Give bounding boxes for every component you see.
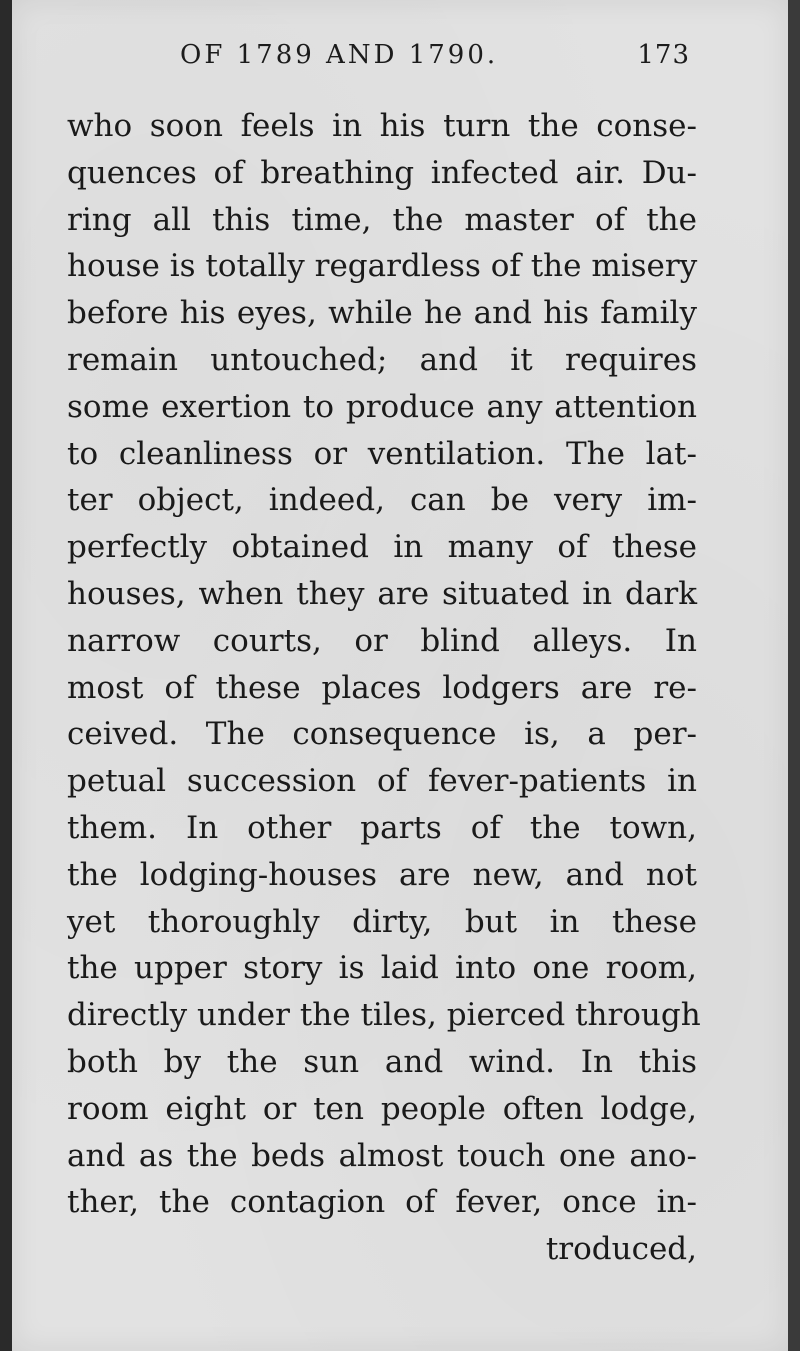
page-edge-shadow	[788, 0, 800, 1351]
text-line: petual succession of fever-patients in	[67, 763, 697, 800]
text-line: ter object, indeed, can be very im-	[67, 482, 697, 519]
text-line: some exertion to produce any attention	[67, 388, 697, 425]
text-line: house is totally regardless of the misery	[67, 248, 698, 285]
running-title: OF 1789 AND 1790.	[180, 40, 499, 70]
page-number: 173	[637, 40, 690, 70]
text-line: houses, when they are situated in dark	[67, 575, 697, 612]
text-line: room eight or ten people often lodge,	[67, 1090, 697, 1127]
text-line: and as the beds almost touch one ano-	[67, 1137, 697, 1174]
text-line: the lodging-houses are new, and not	[67, 856, 697, 893]
text-line: before his eyes, while he and his family	[67, 295, 697, 332]
text-line: the upper story is laid into one room,	[67, 950, 697, 987]
text-line: to cleanliness or ventilation. The lat-	[67, 435, 697, 472]
text-line: quences of breathing infected air. Du-	[67, 154, 697, 191]
text-line: yet thoroughly dirty, but in these	[67, 903, 697, 940]
catchword: troduced,	[545, 1231, 697, 1268]
text-line: ther, the contagion of fever, once in-	[67, 1184, 697, 1221]
text-line: ring all this time, the master of the	[67, 201, 697, 238]
text-line: ceived. The consequence is, a per-	[67, 716, 697, 753]
text-line: who soon feels in his turn the conse-	[67, 108, 697, 144]
book-page	[12, 0, 788, 1351]
text-line: directly under the tiles, pierced through	[67, 997, 701, 1034]
text-line: remain untouched; and it requires	[67, 341, 697, 378]
page-header	[180, 40, 690, 80]
text-line: them. In other parts of the town,	[67, 809, 697, 846]
text-line: perfectly obtained in many of these	[67, 529, 697, 566]
text-line: most of these places lodgers are re-	[67, 669, 697, 706]
text-line: both by the sun and wind. In this	[67, 1043, 697, 1080]
body-text	[67, 103, 701, 1273]
text-line: narrow courts, or blind alleys. In	[67, 622, 697, 659]
